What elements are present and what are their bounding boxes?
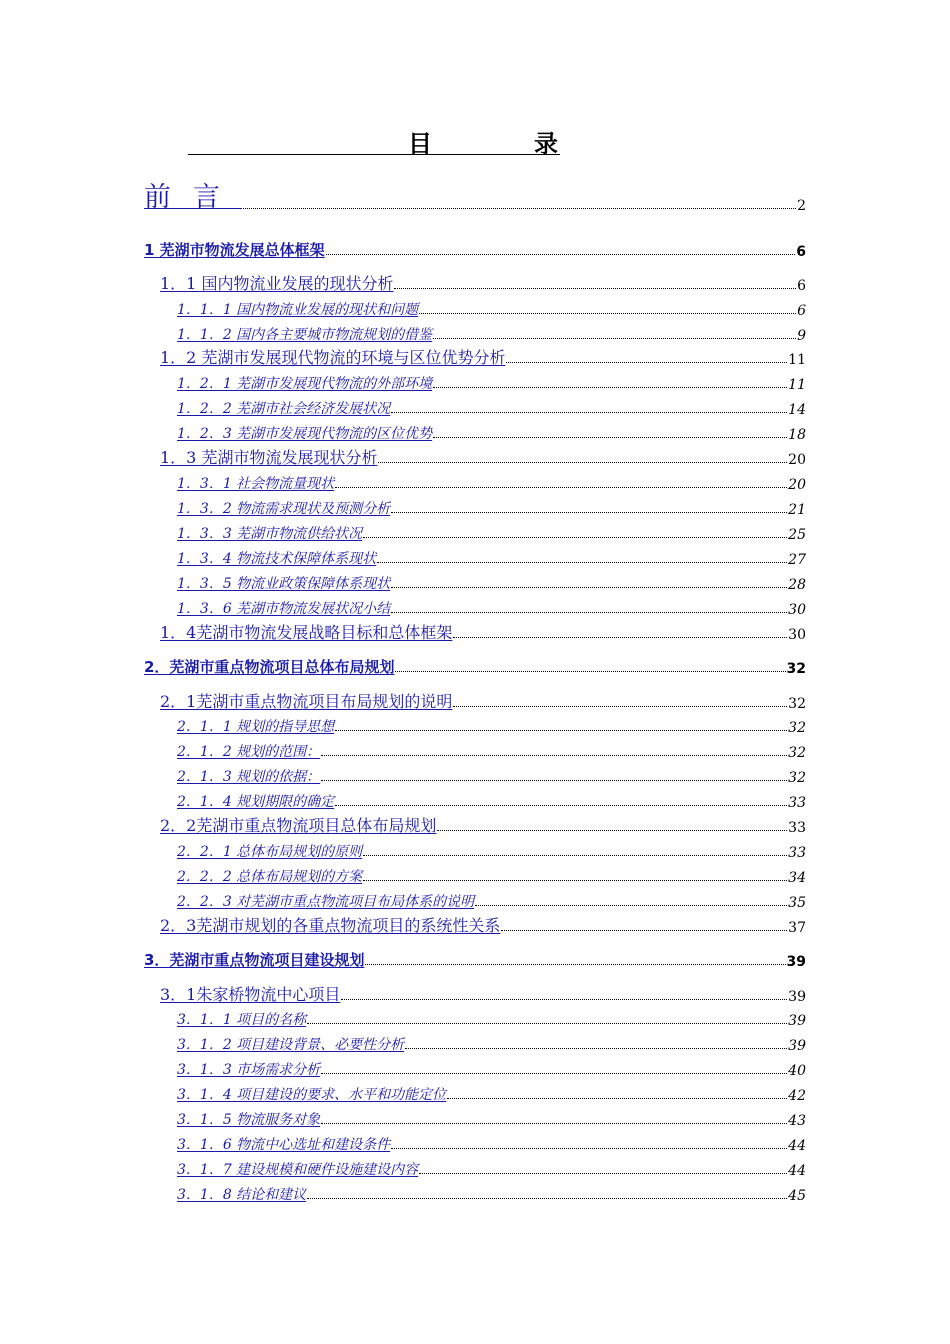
dot-leader bbox=[307, 1198, 787, 1199]
toc-page-number: 6 bbox=[797, 303, 806, 319]
dot-leader bbox=[453, 637, 787, 638]
toc-page-number: 28 bbox=[788, 577, 806, 593]
toc-entry[interactable] bbox=[177, 594, 806, 618]
toc-entry[interactable] bbox=[160, 981, 806, 1005]
dot-leader bbox=[433, 338, 796, 339]
dot-leader bbox=[365, 964, 785, 965]
dot-leader bbox=[326, 254, 796, 255]
toc-entry-link[interactable]: 2．1．3 规划的依据： bbox=[177, 769, 321, 785]
dot-leader bbox=[475, 905, 787, 906]
toc-entry-link[interactable]: 2．1．4 规划期限的确定 bbox=[177, 794, 335, 810]
toc-page-number: 32 bbox=[786, 661, 806, 677]
toc-page-number: 34 bbox=[788, 870, 806, 886]
toc-page-number: 20 bbox=[788, 477, 806, 493]
toc-page-number: 45 bbox=[788, 1188, 806, 1204]
toc-page-number: 27 bbox=[788, 552, 806, 568]
dot-leader bbox=[341, 999, 787, 1000]
toc-entry[interactable] bbox=[160, 270, 806, 294]
toc-page-number: 11 bbox=[788, 352, 806, 368]
dot-leader bbox=[391, 512, 787, 513]
toc-page-number: 21 bbox=[788, 502, 806, 518]
dot-leader bbox=[391, 612, 787, 613]
toc-entry[interactable] bbox=[160, 344, 806, 368]
toc-entry-link[interactable]: 3．1．3 市场需求分析 bbox=[177, 1062, 321, 1078]
toc-entry-link[interactable]: 1．3．1 社会物流量现状 bbox=[177, 476, 335, 492]
dot-leader bbox=[321, 755, 787, 756]
dot-leader bbox=[453, 706, 787, 707]
toc-entry[interactable] bbox=[160, 812, 806, 836]
dot-leader bbox=[363, 537, 787, 538]
toc-page-number: 39 bbox=[788, 1013, 806, 1029]
toc-entry[interactable] bbox=[144, 653, 806, 677]
toc-entry[interactable] bbox=[144, 236, 806, 260]
toc-entry[interactable] bbox=[177, 1155, 806, 1179]
toc-entry-link[interactable]: 3．1朱家桥物流中心项目 bbox=[160, 985, 341, 1004]
toc-entry[interactable] bbox=[177, 295, 806, 319]
toc-page-number: 33 bbox=[788, 795, 806, 811]
toc-entry[interactable] bbox=[160, 619, 806, 643]
dot-leader bbox=[378, 462, 787, 463]
toc-entry-link[interactable]: 2．2芜湖市重点物流项目总体布局规划 bbox=[160, 816, 437, 835]
dot-leader bbox=[377, 562, 787, 563]
toc-entry-link[interactable]: 3．1．6 物流中心选址和建设条件 bbox=[177, 1137, 391, 1153]
toc-entry[interactable] bbox=[177, 1005, 806, 1029]
toc-page-number: 39 bbox=[788, 989, 806, 1005]
toc-entry-link[interactable]: 2．芜湖市重点物流项目总体布局规划 bbox=[144, 658, 395, 676]
toc-entry-link[interactable]: 3．1．7 建设规模和硬件设施建设内容 bbox=[177, 1162, 419, 1178]
dot-leader bbox=[335, 730, 787, 731]
toc-title bbox=[188, 122, 560, 158]
dot-leader bbox=[243, 208, 796, 209]
toc-entry-link[interactable]: 1．2．1 芜湖市发展现代物流的外部环境 bbox=[177, 376, 433, 392]
toc-page-number: 40 bbox=[788, 1063, 806, 1079]
toc-entry-link[interactable]: 1．3．4 物流技术保障体系现状 bbox=[177, 551, 377, 567]
toc-page-number: 20 bbox=[788, 452, 806, 468]
toc-page-number: 33 bbox=[788, 820, 806, 836]
toc-entry-link[interactable]: 2．1芜湖市重点物流项目布局规划的说明 bbox=[160, 692, 453, 711]
dot-leader bbox=[506, 362, 787, 363]
toc-entry-link[interactable]: 1．2．3 芜湖市发展现代物流的区位优势 bbox=[177, 426, 433, 442]
toc-entry-link[interactable]: 2．2．2 总体布局规划的方案 bbox=[177, 869, 363, 885]
toc-entry[interactable] bbox=[177, 519, 806, 543]
dot-leader bbox=[433, 437, 787, 438]
dot-leader bbox=[419, 313, 796, 314]
toc-entry[interactable] bbox=[177, 762, 806, 786]
toc-entry-link[interactable]: 3．1．8 结论和建议 bbox=[177, 1187, 307, 1203]
toc-entry[interactable] bbox=[177, 369, 806, 393]
toc-entry[interactable] bbox=[177, 469, 806, 493]
toc-entry-link[interactable]: 3．1．1 项目的名称 bbox=[177, 1012, 307, 1028]
toc-entry-link[interactable]: 3．1．5 物流服务对象 bbox=[177, 1112, 321, 1128]
toc-page-number: 30 bbox=[788, 627, 806, 643]
toc-page-number: 32 bbox=[788, 770, 806, 786]
toc-page-number: 30 bbox=[788, 602, 806, 618]
toc-page-number: 43 bbox=[788, 1113, 806, 1129]
toc-page-number: 18 bbox=[788, 427, 806, 443]
toc-entry-link[interactable]: 2．2．3 对芜湖市重点物流项目布局体系的说明 bbox=[177, 894, 475, 910]
toc-entry[interactable] bbox=[177, 787, 806, 811]
toc-page-number: 33 bbox=[788, 845, 806, 861]
toc-page-number: 2 bbox=[797, 198, 806, 214]
toc-entry-link[interactable]: 1．1．2 国内各主要城市物流规划的借鉴 bbox=[177, 327, 433, 343]
toc-page-number: 35 bbox=[788, 895, 806, 911]
toc-page-number: 39 bbox=[786, 954, 806, 970]
toc-entry[interactable] bbox=[177, 320, 806, 344]
toc-page-number: 44 bbox=[788, 1138, 806, 1154]
dot-leader bbox=[391, 587, 787, 588]
toc-entry-link[interactable]: 3．芜湖市重点物流项目建设规划 bbox=[144, 951, 365, 969]
toc-entry-link[interactable]: 1．3．3 芜湖市物流供给状况 bbox=[177, 526, 363, 542]
dot-leader bbox=[447, 1098, 787, 1099]
toc-entry-link[interactable]: 3．1．2 项目建设背景、必要性分析 bbox=[177, 1037, 405, 1053]
toc-entry[interactable] bbox=[177, 394, 806, 418]
toc-entry-link[interactable]: 1 芜湖市物流发展总体框架 bbox=[144, 241, 325, 259]
dot-leader bbox=[335, 487, 787, 488]
toc-entry-link[interactable]: 3．1．4 项目建设的要求、水平和功能定位 bbox=[177, 1087, 447, 1103]
toc-entry[interactable] bbox=[177, 494, 806, 518]
dot-leader bbox=[363, 880, 787, 881]
toc-page-number: 32 bbox=[788, 696, 806, 712]
toc-entry-link[interactable]: 2．2．1 总体布局规划的原则 bbox=[177, 844, 363, 860]
dot-leader bbox=[433, 387, 787, 388]
toc-page-number: 25 bbox=[788, 527, 806, 543]
toc-entry-link[interactable]: 1．2 芜湖市发展现代物流的环境与区位优势分析 bbox=[160, 348, 506, 367]
toc-entry[interactable] bbox=[160, 912, 806, 936]
toc-page-number: 9 bbox=[797, 328, 806, 344]
toc-entry-link[interactable]: 1．1．1 国内物流业发展的现状和问题 bbox=[177, 302, 419, 318]
dot-leader bbox=[395, 671, 785, 672]
dot-leader bbox=[307, 1023, 787, 1024]
toc-entry[interactable] bbox=[177, 862, 806, 886]
dot-leader bbox=[391, 412, 787, 413]
toc-entry[interactable] bbox=[177, 887, 806, 911]
toc-entry-link[interactable]: 1．4芜湖市物流发展战略目标和总体框架 bbox=[160, 623, 453, 642]
toc-entry[interactable] bbox=[177, 544, 806, 568]
toc-entry[interactable] bbox=[177, 712, 806, 736]
toc-entry-link[interactable]: 1．3 芜湖市物流发展现状分析 bbox=[160, 448, 378, 467]
toc-entry[interactable] bbox=[177, 737, 806, 761]
toc-page-number: 39 bbox=[788, 1038, 806, 1054]
toc-entry[interactable] bbox=[144, 180, 806, 214]
toc-page-number: 32 bbox=[788, 745, 806, 761]
toc-page-number: 6 bbox=[797, 278, 806, 294]
toc-page-number: 37 bbox=[788, 920, 806, 936]
dot-leader bbox=[335, 805, 787, 806]
dot-leader bbox=[363, 855, 787, 856]
toc-entry[interactable] bbox=[177, 1055, 806, 1079]
toc-entry[interactable] bbox=[177, 569, 806, 593]
toc-entry-link[interactable]: 1．1 国内物流业发展的现状分析 bbox=[160, 274, 394, 293]
dot-leader bbox=[321, 780, 787, 781]
toc-entry[interactable] bbox=[177, 1080, 806, 1104]
dot-leader bbox=[405, 1048, 787, 1049]
toc-title-char-1: 目 bbox=[408, 130, 432, 158]
toc-page-number: 44 bbox=[788, 1163, 806, 1179]
toc-entry[interactable] bbox=[160, 444, 806, 468]
toc-page-number: 14 bbox=[788, 402, 806, 418]
toc-entry-link[interactable]: 2．3芜湖市规划的各重点物流项目的系统性关系 bbox=[160, 916, 501, 935]
toc-entry[interactable] bbox=[177, 1105, 806, 1129]
dot-leader bbox=[321, 1123, 787, 1124]
toc-entry-link[interactable]: 2．1．2 规划的范围： bbox=[177, 744, 321, 760]
toc-entry[interactable] bbox=[177, 419, 806, 443]
dot-leader bbox=[391, 1148, 787, 1149]
dot-leader bbox=[437, 830, 787, 831]
toc-entry[interactable] bbox=[177, 1130, 806, 1154]
toc-entry-link[interactable]: 前言 bbox=[144, 182, 242, 213]
toc-page-number: 42 bbox=[788, 1088, 806, 1104]
toc-entry-link[interactable]: 1．3．2 物流需求现状及预测分析 bbox=[177, 501, 391, 517]
toc-entry[interactable] bbox=[160, 688, 806, 712]
toc-entry[interactable] bbox=[177, 837, 806, 861]
dot-leader bbox=[394, 288, 796, 289]
toc-page-number: 6 bbox=[796, 244, 806, 260]
dot-leader bbox=[419, 1173, 787, 1174]
toc-entry[interactable] bbox=[144, 946, 806, 970]
toc-entry[interactable] bbox=[177, 1030, 806, 1054]
toc-entry[interactable] bbox=[177, 1180, 806, 1204]
toc-entry-link[interactable]: 1．3．6 芜湖市物流发展状况小结 bbox=[177, 601, 391, 617]
toc-entry-link[interactable]: 2．1．1 规划的指导思想 bbox=[177, 719, 335, 735]
toc-page-number: 11 bbox=[788, 377, 806, 393]
toc-title-char-2: 录 bbox=[534, 130, 558, 158]
dot-leader bbox=[321, 1073, 787, 1074]
toc-entry-link[interactable]: 1．3．5 物流业政策保障体系现状 bbox=[177, 576, 391, 592]
toc-entry-link[interactable]: 1．2．2 芜湖市社会经济发展状况 bbox=[177, 401, 391, 417]
toc-page-number: 32 bbox=[788, 720, 806, 736]
dot-leader bbox=[501, 930, 787, 931]
